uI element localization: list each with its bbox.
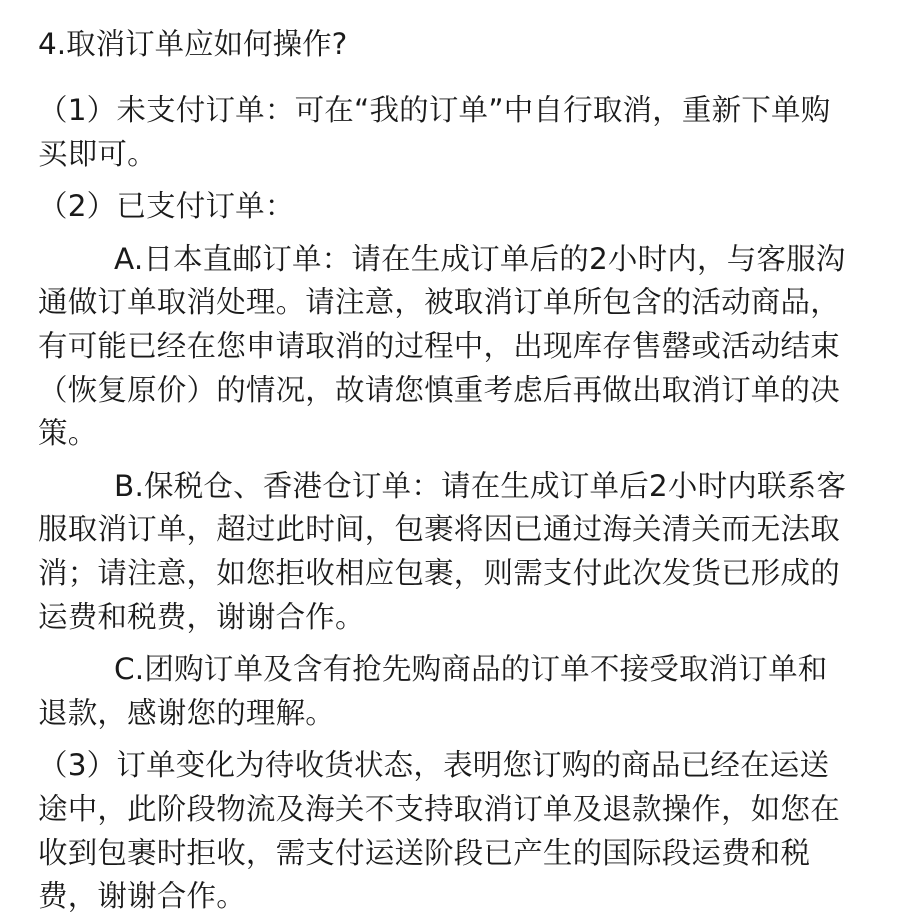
text-line: （3）订单变化为待收货状态，表明您订购的商品已经在运送 <box>38 748 830 783</box>
section-awaiting-receipt <box>38 744 870 918</box>
section-group-buy <box>38 648 870 735</box>
faq-content <box>38 22 870 919</box>
text-line: 有可能已经在您申请取消的过程中，出现库存售罄或活动结束 <box>38 328 840 363</box>
text-line: 消；请注意，如您拒收相应包裹，则需支付此次发货已形成的 <box>38 555 840 590</box>
faq-question-title: 4.取消订单应如何操作? <box>38 27 348 61</box>
text-line: 运费和税费，谢谢合作。 <box>38 599 365 634</box>
text-line: C.团购订单及含有抢先购商品的订单不接受取消订单和 <box>114 652 828 687</box>
section-paid-heading <box>38 185 870 229</box>
text-line: （2）已支付订单： <box>38 189 295 224</box>
text-line: 服取消订单，超过此时间，包裹将因已通过海关清关而无法取 <box>38 512 840 547</box>
text-line: 策。 <box>38 416 98 451</box>
text-line: B.保税仓、香港仓订单：请在生成订单后2小时内联系客 <box>114 468 847 503</box>
text-line: （恢复原价）的情况，故请您慎重考虑后再做出取消订单的决 <box>38 372 840 407</box>
text-line: 途中，此阶段物流及海关不支持取消订单及退款操作，如您在 <box>38 791 840 826</box>
text-line: A.日本直邮订单：请在生成订单后的2小时内，与客服沟 <box>114 241 846 276</box>
section-bonded-hk <box>38 465 870 639</box>
text-line: 通做订单取消处理。请注意，被取消订单所包含的活动商品， <box>38 285 840 320</box>
text-line: 退款，感谢您的理解。 <box>38 695 336 730</box>
text-line: （1）未支付订单：可在“我的订单”中自行取消，重新下单购 <box>38 93 831 127</box>
text-line: 费，谢谢合作。 <box>38 879 246 914</box>
text-line: 买即可。 <box>38 136 157 171</box>
section-unpaid <box>38 89 870 176</box>
text-line: 收到包裹时拒收，需支付运送阶段已产生的国际段运费和税 <box>38 835 811 870</box>
section-japan-direct <box>38 238 870 456</box>
